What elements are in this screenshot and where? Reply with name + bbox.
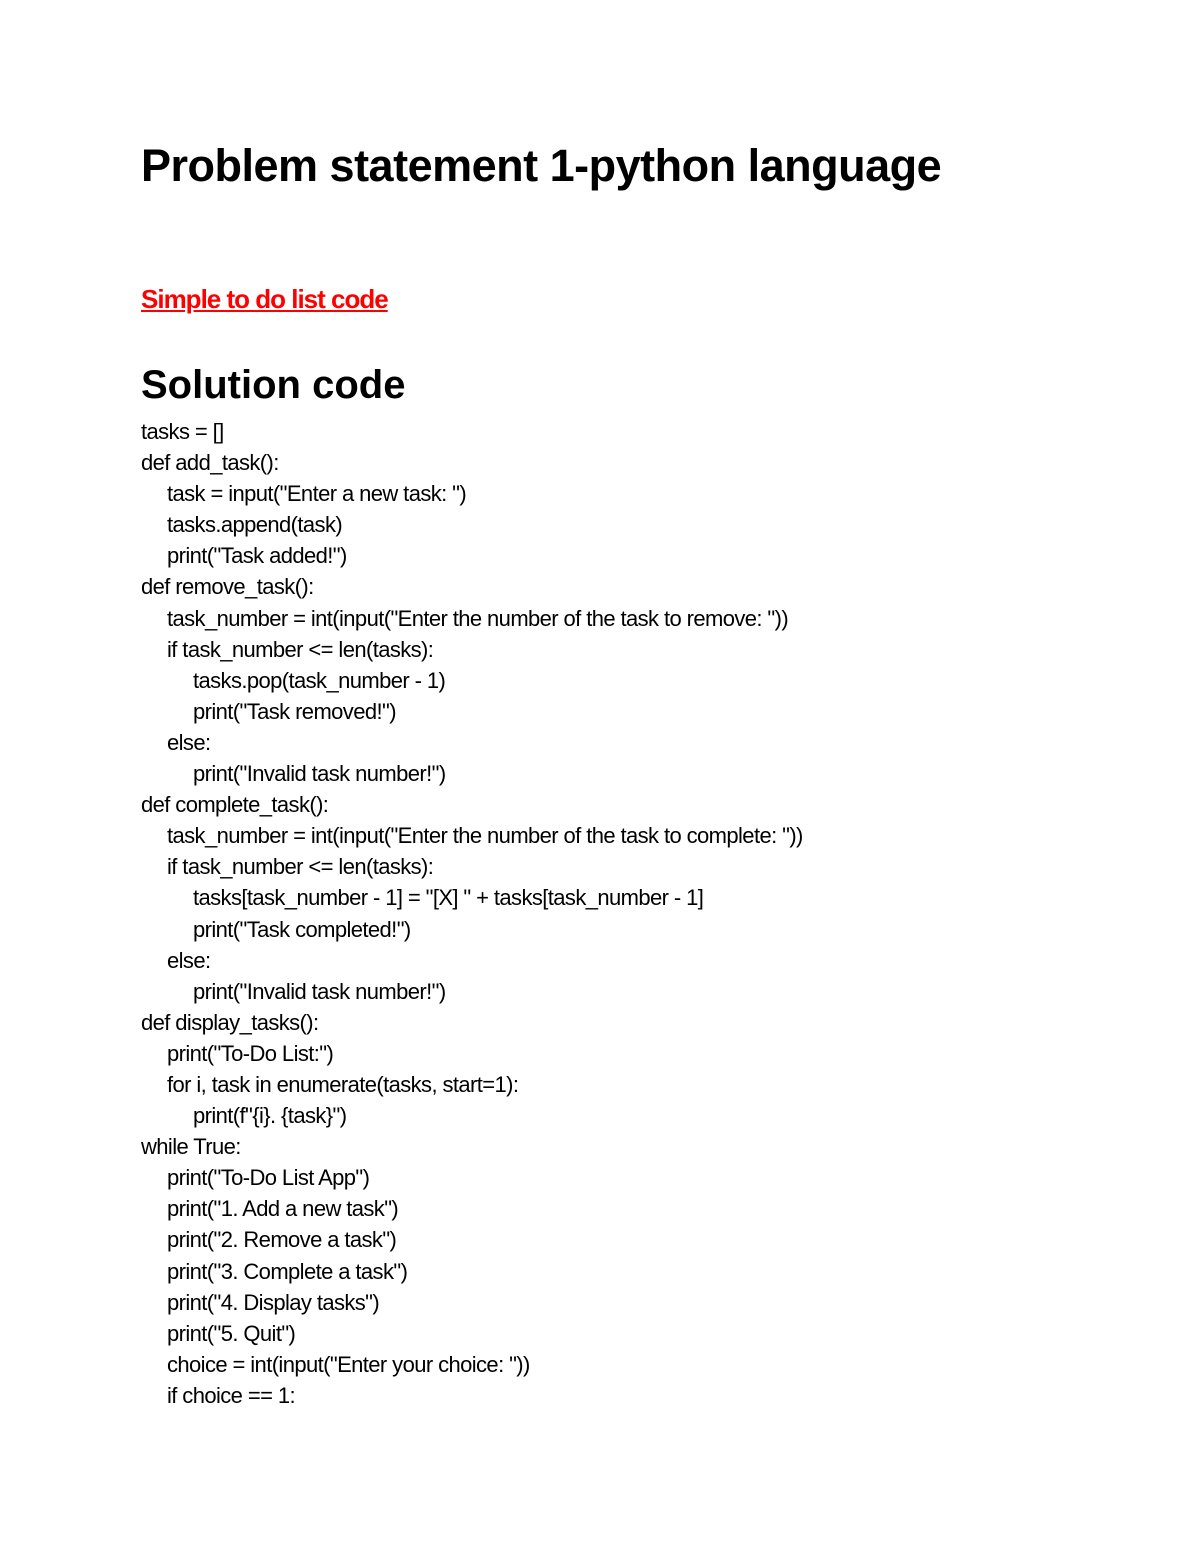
code-line: else: — [167, 729, 211, 755]
code-line: if task_number <= len(tasks): — [167, 854, 434, 880]
page-title: Problem statement 1-python language — [141, 140, 942, 191]
code-line: print("5. Quit") — [167, 1320, 296, 1346]
code-line: tasks.append(task) — [167, 512, 343, 538]
code-line: print("1. Add a new task") — [167, 1196, 399, 1222]
code-line: print("4. Display tasks") — [167, 1289, 380, 1315]
section-heading: Solution code — [141, 363, 406, 407]
code-line: else: — [167, 947, 211, 973]
code-line: tasks = [] — [141, 419, 224, 444]
code-line: def remove_task(): — [141, 574, 314, 600]
code-line: print(f"{i}. {task}") — [193, 1103, 347, 1129]
code-line: print("Task added!") — [167, 543, 347, 569]
code-line: print("Task completed!") — [193, 916, 411, 942]
code-line: tasks[task_number - 1] = "[X] " + tasks[task_number - 1] — [193, 885, 704, 911]
simple-todo-link[interactable]: Simple to do list code — [141, 284, 388, 314]
code-line: print("3. Complete a task") — [167, 1258, 408, 1284]
code-block — [141, 416, 803, 1411]
code-line: def complete_task(): — [141, 792, 329, 818]
code-line: task_number = int(input("Enter the number of the task to complete: ")) — [167, 823, 803, 849]
code-line: task = input("Enter a new task: ") — [167, 481, 467, 507]
code-line: for i, task in enumerate(tasks, start=1): — [167, 1071, 519, 1097]
code-line: if choice == 1: — [167, 1382, 295, 1408]
code-line: tasks.pop(task_number - 1) — [193, 667, 446, 693]
code-line: print("To-Do List:") — [167, 1040, 334, 1066]
code-line: def add_task(): — [141, 450, 279, 476]
code-line: while True: — [141, 1134, 241, 1160]
code-line: def display_tasks(): — [141, 1009, 319, 1035]
code-line: print("Task removed!") — [193, 698, 396, 724]
code-line: if task_number <= len(tasks): — [167, 636, 434, 662]
code-line: choice = int(input("Enter your choice: ")) — [167, 1351, 530, 1377]
code-line: print("2. Remove a task") — [167, 1227, 397, 1253]
code-line: task_number = int(input("Enter the number of the task to remove: ")) — [167, 605, 789, 631]
code-line: print("To-Do List App") — [167, 1165, 370, 1191]
code-line: print("Invalid task number!") — [193, 978, 446, 1004]
code-line: print("Invalid task number!") — [193, 761, 446, 787]
